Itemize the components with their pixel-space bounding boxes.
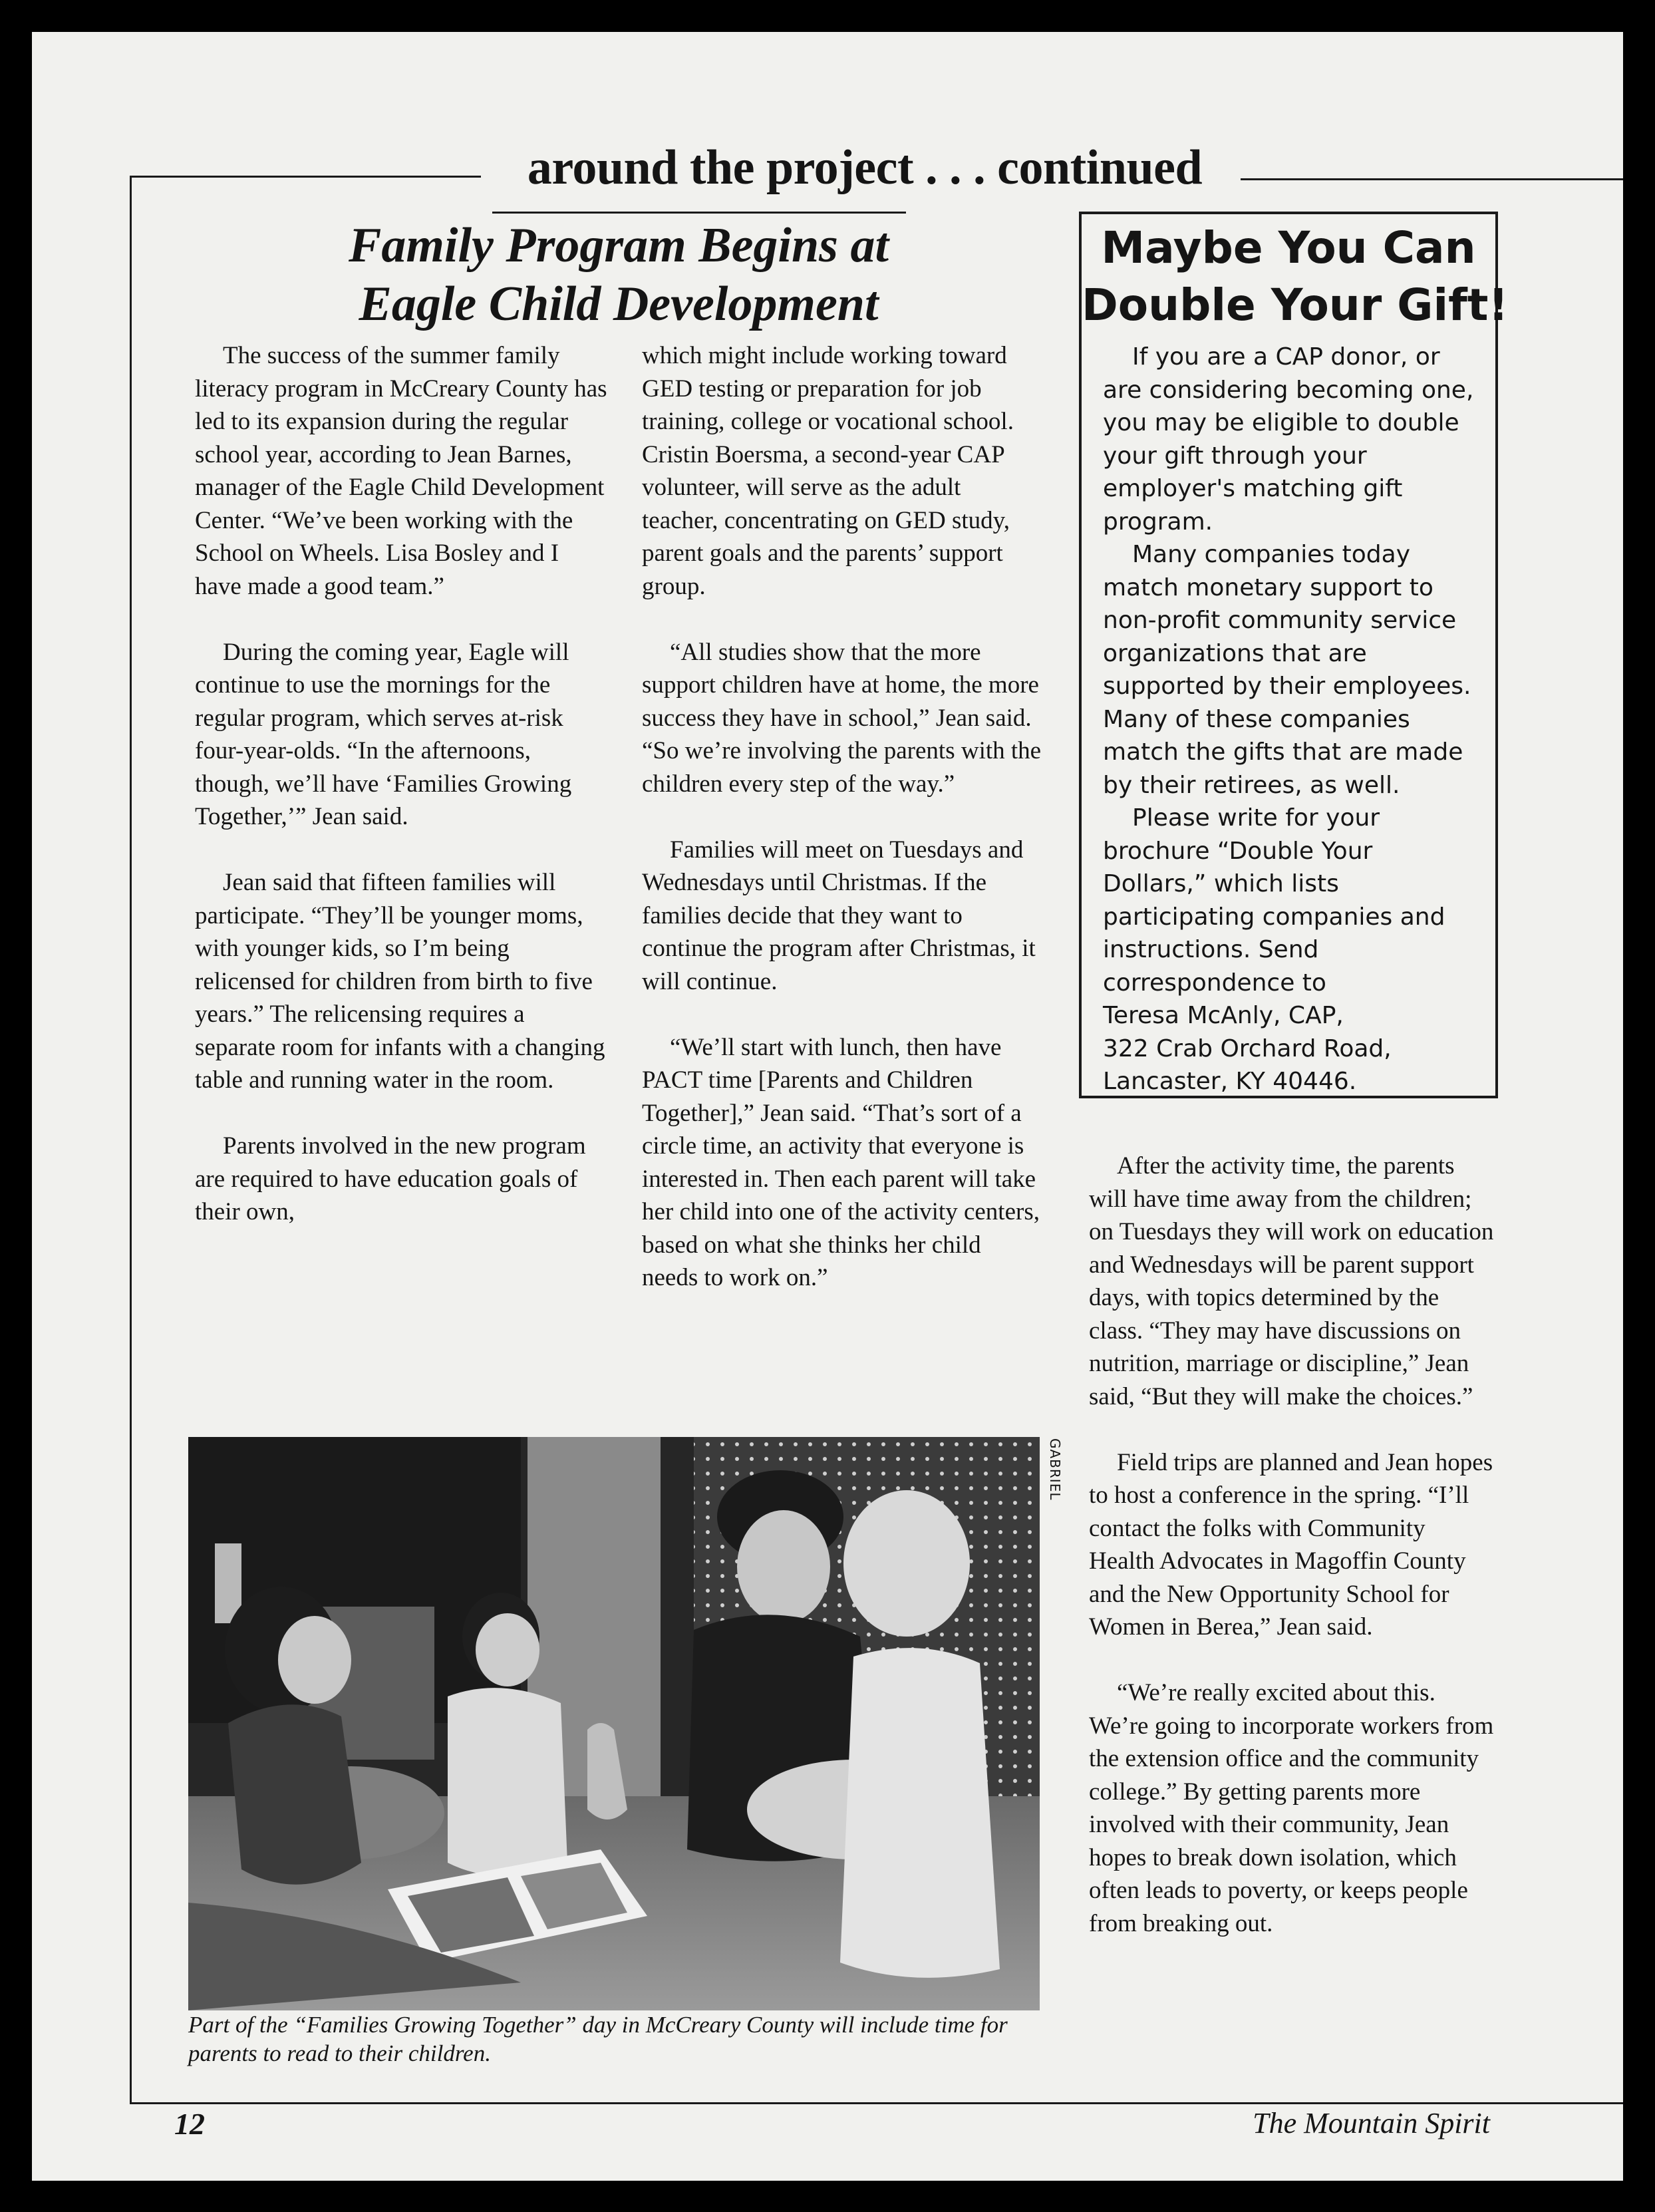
paragraph: Families will meet on Tuesdays and Wednesdays until Christmas. If the families decide that they want to continue the program after Christmas, it will continue. [642,836,1036,995]
paragraph: During the coming year, Eagle will continue to use the mornings for the regular program, which serves at-risk four-year-olds. “In the afternoons, though, we’ll have ‘Families Growing Together,’” Jean said. [195,638,572,830]
paragraph: The success of the summer family literacy program in McCreary County has led to its expansion during the regular school year, according to Jean Barnes, manager of the Eagle Child Development Center. “We’ve been working with the School on Wheels. Lisa Bosley and I have made a good team.” [195,342,607,600]
paragraph: Jean said that fifteen families will participate. “They’ll be younger moms, with younger kids, so I’m being relicensed for children from birth to five years.” The relicensing requires a separate room for infants with a changing table and running water in the room. [195,869,605,1094]
article-column-3 [1089,1150,1495,1940]
sidebar-request-text: Please write for your brochure “Double Your Dollars,” which lists participating companies and instructions. Send correspondence to [1103,804,1445,997]
paragraph: “We’re really excited about this. We’re going to incorporate workers from the extension office and the community college.” By getting parents more involved with their community, Jean hopes to break down isolation, which often leads to poverty, or keeps people from breaking out. [1089,1679,1494,1937]
address-line: 322 Crab Orchard Road, [1103,1034,1392,1062]
photo-caption: Part of the “Families Growing Together” day in McCreary County will include time for parents to read to their children. [188,2012,1008,2066]
paragraph: “All studies show that the more support children have at home, the more success they have in school,” Jean said. “So we’re involving the parents with the children every step of the way.” [642,638,1042,798]
headline-line-1: Family Program Begins at [348,218,889,273]
paragraph: Field trips are planned and Jean hopes to host a conference in the spring. “I’ll contact the folks with Community Health Advocates in Magoffin County and the New Opportunity School for Women in Berea,” Jean said. [1089,1448,1493,1641]
address-line: Teresa McAnly, CAP, [1103,1002,1344,1029]
sidebar-paragraph: Many companies today match monetary support to non-profit community service organizations that are supported by their employees. Many of these companies match the gifts that are made by their retirees, as well. [1103,541,1471,799]
sidebar-box [1079,212,1509,1098]
header-rule-right [1241,178,1623,180]
paragraph: which might include working toward GED testing or preparation for job training, college or vocational school. Cristin Boersma, a second-year CAP volunteer, will serve as the adult teacher, concentrating on GED study, parent goals and the parents’ support group. [642,342,1014,600]
article-headline [200,216,1038,333]
sidebar-paragraph: If you are a CAP donor, or are considering becoming one, you may be eligible to double your gift through your employer's matching gift program. [1103,343,1474,536]
address-line: Lancaster, KY 40446. [1103,1068,1357,1095]
reading-photo-illustration [188,1437,1040,2010]
sidebar-body [1103,341,1482,1098]
article-photo [188,1437,1040,2010]
headline-line-2: Eagle Child Development [359,277,879,331]
headline-rule [492,212,906,214]
photo-credit: GABRIEL [1047,1438,1063,1501]
magazine-name: The Mountain Spirit [1253,2107,1490,2139]
article-column-1 [195,339,607,1229]
sidebar-title [1082,220,1509,334]
section-header: around the project . . . continued [527,140,1203,195]
paragraph: “We’ll start with lunch, then have PACT time [Parents and Children Together],” Jean said. “That’s sort of a circle time, an activity that everyone is interested in. Then each parent will take her child into one of the activity centers, based on what she thinks her child needs to work on.” [642,1033,1040,1291]
sidebar-title-line-1: Maybe You Can [1101,222,1476,273]
page-frame-bottom [130,2102,1623,2104]
sidebar-paragraph [1103,802,1482,1098]
sidebar-title-line-2: Double Your Gift! [1082,279,1509,331]
article-column-2 [642,339,1042,1295]
page-frame-left [130,177,132,2104]
paragraph: Parents involved in the new program are required to have education goals of their own, [195,1132,586,1225]
page-number: 12 [174,2107,205,2141]
header-rule-left [130,176,481,178]
paragraph: After the activity time, the parents will have time away from the children; on Tuesdays they will work on education and Wednesdays will be parent support days, with topics determined by the class. “They may have discussions on nutrition, marriage or discipline,” Jean said, “But they will make the choices.” [1089,1152,1494,1410]
